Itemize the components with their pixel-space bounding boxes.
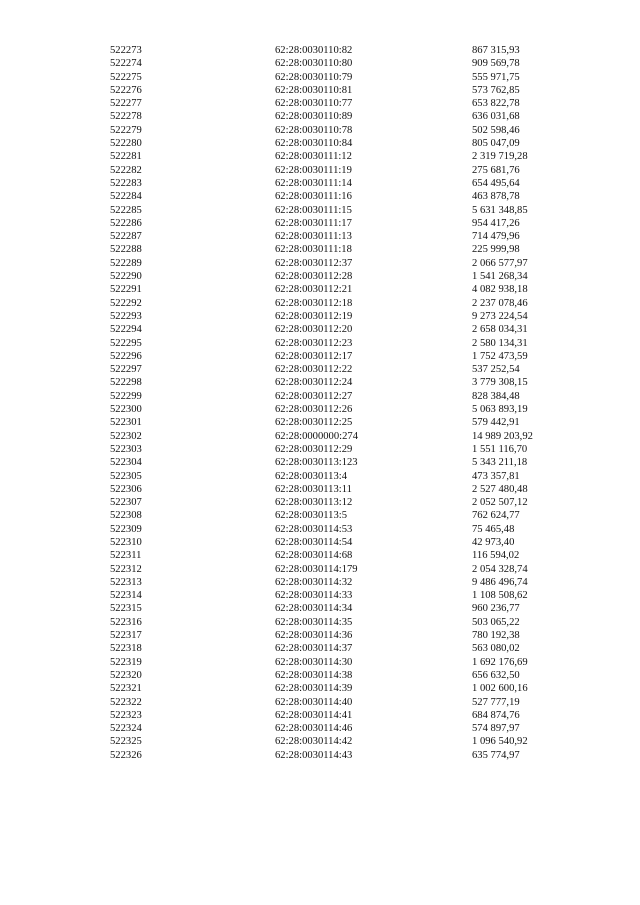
table-row (110, 722, 592, 735)
row-number-cell: 522306 (110, 483, 142, 495)
cadastral-number-cell: 62:28:0030114:33 (275, 590, 353, 602)
table-row (110, 110, 592, 123)
row-number-cell: 522282 (110, 164, 142, 176)
row-number-cell: 522280 (110, 138, 142, 150)
row-number-cell: 522289 (110, 257, 142, 269)
cadastral-value-cell: 225 999,98 (472, 244, 520, 256)
table-row (110, 456, 592, 469)
cadastral-value-cell: 2 054 328,74 (472, 563, 528, 575)
row-number-cell: 522305 (110, 470, 142, 482)
row-number-cell: 522321 (110, 683, 142, 695)
cadastral-number-cell: 62:28:0030113:12 (275, 497, 353, 509)
row-number-cell: 522320 (110, 669, 142, 681)
row-number-cell: 522295 (110, 337, 142, 349)
table-row (110, 682, 592, 695)
table-row (110, 57, 592, 70)
row-number-cell: 522312 (110, 563, 142, 575)
row-number-cell: 522324 (110, 723, 142, 735)
cadastral-number-cell: 62:28:0030114:42 (275, 736, 353, 748)
cadastral-number-cell: 62:28:0030112:28 (275, 271, 353, 283)
table-row (110, 749, 592, 762)
cadastral-number-cell: 62:28:0030110:77 (275, 98, 353, 110)
cadastral-value-cell: 909 569,78 (472, 58, 520, 70)
cadastral-number-cell: 62:28:0030112:17 (275, 350, 353, 362)
row-number-cell: 522277 (110, 98, 142, 110)
cadastral-number-cell: 62:28:0030112:22 (275, 364, 353, 376)
cadastral-value-cell: 960 236,77 (472, 603, 520, 615)
table-row (110, 696, 592, 709)
cadastral-number-cell: 62:28:0030111:15 (275, 204, 352, 216)
cadastral-value-cell: 1 096 540,92 (472, 736, 528, 748)
row-number-cell: 522294 (110, 324, 142, 336)
cadastral-value-cell: 653 822,78 (472, 98, 520, 110)
cadastral-value-cell: 473 357,81 (472, 470, 520, 482)
row-number-cell: 522311 (110, 550, 142, 562)
table-row (110, 616, 592, 629)
row-number-cell: 522293 (110, 310, 142, 322)
cadastral-number-cell: 62:28:0030111:12 (275, 151, 352, 163)
cadastral-number-cell: 62:28:0030111:17 (275, 217, 352, 229)
cadastral-value-cell: 2 319 719,28 (472, 151, 528, 163)
cadastral-value-cell: 4 082 938,18 (472, 284, 528, 296)
cadastral-number-cell: 62:28:0030114:38 (275, 669, 353, 681)
table-row (110, 549, 592, 562)
table-row (110, 71, 592, 84)
cadastral-value-cell: 555 971,75 (472, 71, 520, 83)
cadastral-number-cell: 62:28:0030111:14 (275, 177, 352, 189)
cadastral-number-cell: 62:28:0030112:21 (275, 284, 353, 296)
table-row (110, 97, 592, 110)
cadastral-value-cell: 9 273 224,54 (472, 310, 528, 322)
cadastral-value-cell: 762 624,77 (472, 510, 520, 522)
cadastral-number-cell: 62:28:0030114:30 (275, 656, 353, 668)
cadastral-value-cell: 954 417,26 (472, 217, 520, 229)
table-row (110, 310, 592, 323)
row-number-cell: 522298 (110, 377, 142, 389)
row-number-cell: 522286 (110, 217, 142, 229)
cadastral-value-cell: 573 762,85 (472, 84, 520, 96)
row-number-cell: 522310 (110, 536, 142, 548)
table-row (110, 523, 592, 536)
table-row (110, 536, 592, 549)
table-row (110, 403, 592, 416)
table-row (110, 416, 592, 429)
cadastral-value-cell: 2 066 577,97 (472, 257, 528, 269)
cadastral-number-cell: 62:28:0030114:53 (275, 523, 353, 535)
row-number-cell: 522290 (110, 271, 142, 283)
row-number-cell: 522297 (110, 364, 142, 376)
table-row (110, 190, 592, 203)
row-number-cell: 522279 (110, 124, 142, 136)
row-number-cell: 522301 (110, 417, 142, 429)
row-number-cell: 522275 (110, 71, 142, 83)
row-number-cell: 522283 (110, 177, 142, 189)
row-number-cell: 522276 (110, 84, 142, 96)
table-row (110, 243, 592, 256)
cadastral-value-cell: 1 002 600,16 (472, 683, 528, 695)
cadastral-number-cell: 62:28:0030112:18 (275, 297, 353, 309)
cadastral-number-cell: 62:28:0030114:41 (275, 709, 353, 721)
cadastral-number-cell: 62:28:0030114:179 (275, 563, 358, 575)
cadastral-number-cell: 62:28:0030113:123 (275, 457, 358, 469)
cadastral-value-cell: 1 108 508,62 (472, 590, 528, 602)
cadastral-number-cell: 62:28:0030112:29 (275, 443, 353, 455)
table-row (110, 669, 592, 682)
row-number-cell: 522309 (110, 523, 142, 535)
row-number-cell: 522273 (110, 45, 142, 56)
cadastral-value-cell: 563 080,02 (472, 643, 520, 655)
cadastral-number-cell: 62:28:0030110:82 (275, 45, 353, 56)
cadastral-number-cell: 62:28:0030114:43 (275, 749, 353, 761)
row-number-cell: 522285 (110, 204, 142, 216)
cadastral-value-cell: 42 973,40 (472, 536, 515, 548)
cadastral-value-cell: 780 192,38 (472, 630, 520, 642)
table-row (110, 576, 592, 589)
table-row (110, 297, 592, 310)
cadastral-value-table (110, 44, 592, 762)
table-row (110, 470, 592, 483)
cadastral-number-cell: 62:28:0030110:80 (275, 58, 353, 70)
cadastral-number-cell: 62:28:0030110:79 (275, 71, 353, 83)
row-number-cell: 522302 (110, 430, 142, 442)
cadastral-number-cell: 62:28:0030114:40 (275, 696, 353, 708)
cadastral-value-cell: 579 442,91 (472, 417, 520, 429)
row-number-cell: 522284 (110, 191, 142, 203)
cadastral-value-cell: 635 774,97 (472, 749, 520, 761)
cadastral-number-cell: 62:28:0030114:35 (275, 616, 353, 628)
cadastral-value-cell: 1 551 116,70 (472, 443, 528, 455)
cadastral-value-cell: 2 527 480,48 (472, 483, 528, 495)
row-number-cell: 522316 (110, 616, 142, 628)
cadastral-number-cell: 62:28:0030111:16 (275, 191, 352, 203)
cadastral-value-cell: 867 315,93 (472, 45, 520, 56)
table-row (110, 656, 592, 669)
cadastral-value-cell: 805 047,09 (472, 138, 520, 150)
table-row (110, 164, 592, 177)
row-number-cell: 522307 (110, 497, 142, 509)
table-row (110, 589, 592, 602)
row-number-cell: 522323 (110, 709, 142, 721)
cadastral-value-cell: 116 594,02 (472, 550, 520, 562)
cadastral-value-cell: 14 989 203,92 (472, 430, 533, 442)
cadastral-number-cell: 62:28:0030114:34 (275, 603, 353, 615)
table-row (110, 84, 592, 97)
cadastral-number-cell: 62:28:0030111:13 (275, 231, 352, 243)
cadastral-value-cell: 2 658 034,31 (472, 324, 528, 336)
cadastral-number-cell: 62:28:0030112:23 (275, 337, 353, 349)
table-row (110, 257, 592, 270)
cadastral-number-cell: 62:28:0030111:19 (275, 164, 352, 176)
table-row (110, 509, 592, 522)
cadastral-value-cell: 654 495,64 (472, 177, 520, 189)
row-number-cell: 522287 (110, 231, 142, 243)
row-number-cell: 522325 (110, 736, 142, 748)
cadastral-number-cell: 62:28:0030112:20 (275, 324, 353, 336)
cadastral-value-cell: 2 580 134,31 (472, 337, 528, 349)
cadastral-value-cell: 1 692 176,69 (472, 656, 528, 668)
table-row (110, 177, 592, 190)
cadastral-value-cell: 1 541 268,34 (472, 271, 528, 283)
cadastral-value-cell: 275 681,76 (472, 164, 520, 176)
cadastral-value-cell: 5 631 348,85 (472, 204, 528, 216)
cadastral-number-cell: 62:28:0030114:37 (275, 643, 353, 655)
row-number-cell: 522292 (110, 297, 142, 309)
row-number-cell: 522308 (110, 510, 142, 522)
table-row (110, 563, 592, 576)
row-number-cell: 522315 (110, 603, 142, 615)
cadastral-value-cell: 463 878,78 (472, 191, 520, 203)
row-number-cell: 522313 (110, 576, 142, 588)
cadastral-value-cell: 5 343 211,18 (472, 457, 528, 469)
table-row (110, 270, 592, 283)
cadastral-number-cell: 62:28:0030112:25 (275, 417, 353, 429)
table-row (110, 323, 592, 336)
table-row (110, 150, 592, 163)
row-number-cell: 522288 (110, 244, 142, 256)
cadastral-number-cell: 62:28:0030110:84 (275, 138, 353, 150)
table-row (110, 363, 592, 376)
table-row (110, 337, 592, 350)
row-number-cell: 522291 (110, 284, 142, 296)
cadastral-number-cell: 62:28:0030114:39 (275, 683, 353, 695)
row-number-cell: 522300 (110, 404, 142, 416)
cadastral-number-cell: 62:28:0000000:274 (275, 430, 358, 442)
cadastral-value-cell: 5 063 893,19 (472, 404, 528, 416)
table-row (110, 230, 592, 243)
table-row (110, 443, 592, 456)
cadastral-number-cell: 62:28:0030112:19 (275, 310, 353, 322)
cadastral-value-cell: 502 598,46 (472, 124, 520, 136)
cadastral-number-cell: 62:28:0030110:78 (275, 124, 353, 136)
cadastral-number-cell: 62:28:0030114:36 (275, 630, 353, 642)
cadastral-value-cell: 714 479,96 (472, 231, 520, 243)
cadastral-value-cell: 574 897,97 (472, 723, 520, 735)
table-row (110, 496, 592, 509)
table-row (110, 735, 592, 748)
cadastral-value-cell: 2 237 078,46 (472, 297, 528, 309)
cadastral-value-cell: 537 252,54 (472, 364, 520, 376)
table-row (110, 283, 592, 296)
cadastral-number-cell: 62:28:0030114:46 (275, 723, 353, 735)
table-row (110, 602, 592, 615)
row-number-cell: 522281 (110, 151, 142, 163)
table-row (110, 629, 592, 642)
cadastral-value-cell: 9 486 496,74 (472, 576, 528, 588)
table-row (110, 483, 592, 496)
cadastral-value-cell: 3 779 308,15 (472, 377, 528, 389)
table-row (110, 350, 592, 363)
cadastral-number-cell: 62:28:0030112:27 (275, 390, 353, 402)
table-row (110, 124, 592, 137)
table-row (110, 390, 592, 403)
cadastral-value-cell: 684 874,76 (472, 709, 520, 721)
row-number-cell: 522326 (110, 749, 142, 761)
cadastral-number-cell: 62:28:0030114:68 (275, 550, 353, 562)
cadastral-number-cell: 62:28:0030112:24 (275, 377, 353, 389)
table-row (110, 376, 592, 389)
cadastral-value-cell: 75 465,48 (472, 523, 515, 535)
row-number-cell: 522314 (110, 590, 142, 602)
cadastral-value-cell: 503 065,22 (472, 616, 520, 628)
row-number-cell: 522317 (110, 630, 142, 642)
cadastral-value-cell: 527 777,19 (472, 696, 520, 708)
row-number-cell: 522299 (110, 390, 142, 402)
cadastral-number-cell: 62:28:0030113:5 (275, 510, 347, 522)
cadastral-number-cell: 62:28:0030110:81 (275, 84, 353, 96)
row-number-cell: 522278 (110, 111, 142, 123)
table-row (110, 44, 592, 57)
table-row (110, 204, 592, 217)
row-number-cell: 522303 (110, 443, 142, 455)
row-number-cell: 522319 (110, 656, 142, 668)
cadastral-value-cell: 656 632,50 (472, 669, 520, 681)
cadastral-value-cell: 2 052 507,12 (472, 497, 528, 509)
cadastral-number-cell: 62:28:0030112:26 (275, 404, 353, 416)
cadastral-number-cell: 62:28:0030113:11 (275, 483, 352, 495)
table-row (110, 430, 592, 443)
table-body (110, 44, 592, 762)
table-row (110, 709, 592, 722)
row-number-cell: 522304 (110, 457, 142, 469)
cadastral-number-cell: 62:28:0030113:4 (275, 470, 347, 482)
row-number-cell: 522274 (110, 58, 142, 70)
table-row (110, 217, 592, 230)
cadastral-value-cell: 1 752 473,59 (472, 350, 528, 362)
row-number-cell: 522318 (110, 643, 142, 655)
table-row (110, 137, 592, 150)
cadastral-value-cell: 636 031,68 (472, 111, 520, 123)
cadastral-number-cell: 62:28:0030114:32 (275, 576, 353, 588)
row-number-cell: 522296 (110, 350, 142, 362)
cadastral-value-cell: 828 384,48 (472, 390, 520, 402)
row-number-cell: 522322 (110, 696, 142, 708)
cadastral-number-cell: 62:28:0030114:54 (275, 536, 353, 548)
cadastral-number-cell: 62:28:0030111:18 (275, 244, 352, 256)
cadastral-number-cell: 62:28:0030112:37 (275, 257, 353, 269)
cadastral-number-cell: 62:28:0030110:89 (275, 111, 353, 123)
table-row (110, 642, 592, 655)
